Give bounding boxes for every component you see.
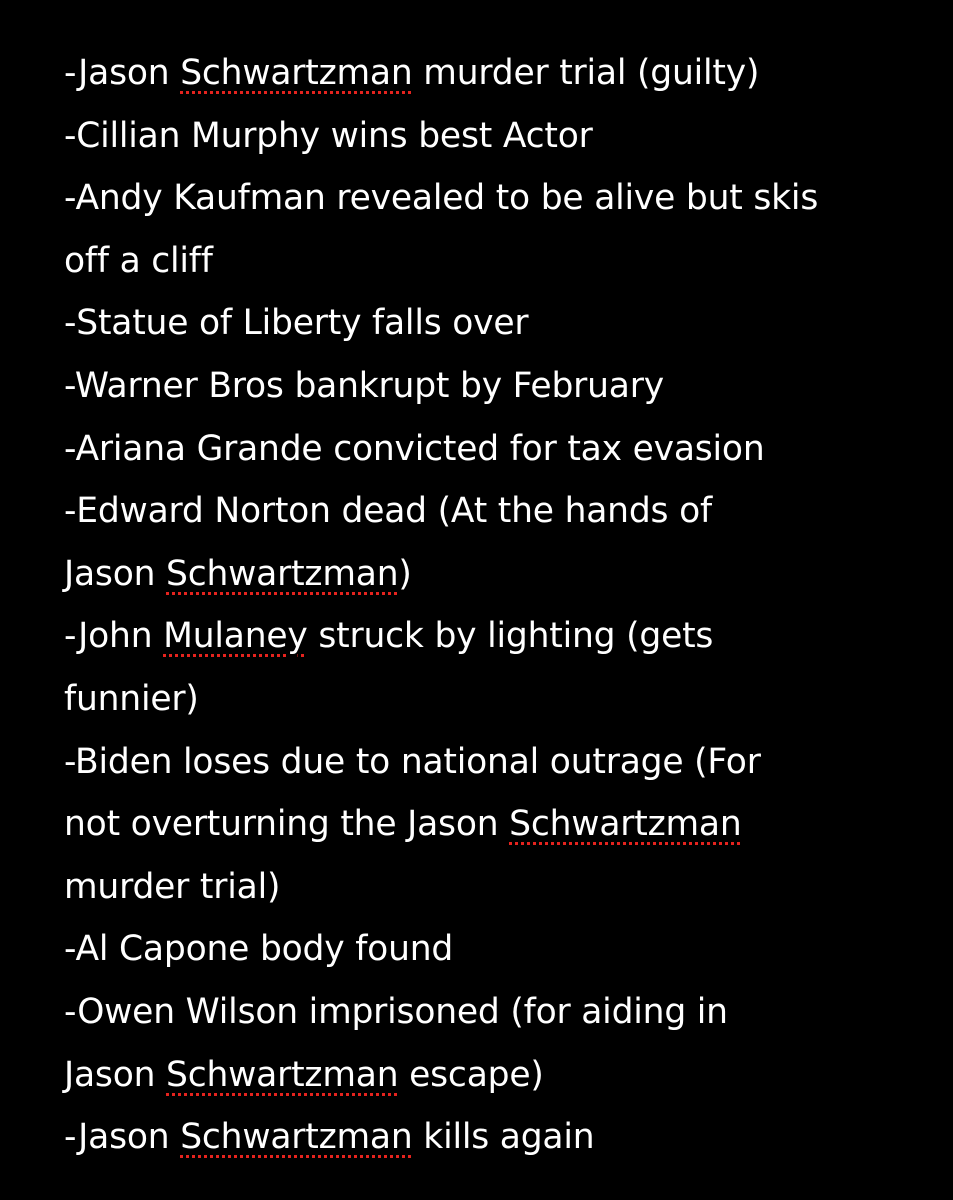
note-line (64, 856, 924, 919)
note-text: -Warner Bros bankrupt by February (64, 365, 664, 406)
note-line (64, 355, 924, 418)
note-text: -Edward Norton dead (At the hands of (64, 491, 712, 532)
note-line (64, 480, 924, 543)
note-line (64, 605, 924, 668)
note-line (64, 167, 924, 230)
note-text: -Biden loses due to national outrage (For (64, 741, 761, 782)
note-text: -Jason (64, 1117, 181, 1158)
misspelled-word[interactable]: Mulaney (163, 616, 308, 657)
note-text: ) (398, 553, 412, 594)
misspelled-word[interactable]: Schwartzman (166, 553, 399, 594)
misspelled-word[interactable]: Schwartzman (509, 804, 742, 845)
note-text: kills again (412, 1117, 595, 1158)
note-line (64, 731, 924, 794)
misspelled-word[interactable]: Schwartzman (166, 1054, 399, 1095)
note-text: murder trial (guilty) (412, 53, 760, 93)
misspelled-word[interactable]: Schwartzman (180, 53, 413, 93)
note-line (64, 793, 924, 856)
note-text: -Statue of Liberty falls over (64, 303, 529, 344)
note-text: -Andy Kaufman revealed to be alive but skis (64, 178, 819, 219)
note-text: -Al Capone body found (64, 929, 454, 970)
note-line (64, 543, 924, 606)
note-line (64, 918, 924, 981)
note-line (64, 418, 924, 481)
note-text: -Owen Wilson imprisoned (for aiding in (64, 991, 728, 1032)
note-text: -John (64, 616, 164, 657)
note-line (64, 292, 924, 355)
note-line (64, 1106, 924, 1169)
note-text: Jason (64, 1054, 167, 1095)
note-line (64, 105, 924, 168)
note-line (64, 981, 924, 1044)
note-text: -Cillian Murphy wins best Actor (64, 115, 593, 156)
misspelled-word[interactable]: Schwartzman (180, 1117, 413, 1158)
note-text-body[interactable] (64, 42, 924, 1169)
note-text: murder trial) (64, 866, 281, 907)
note-line (64, 230, 924, 293)
note-line (64, 668, 924, 731)
note-text: off a cliff (64, 240, 213, 281)
note-text: -Ariana Grande convicted for tax evasion (64, 428, 765, 469)
note-text: not overturning the Jason (64, 804, 510, 845)
note-text: escape) (398, 1054, 544, 1095)
note-line (64, 42, 924, 105)
note-text: -Jason (64, 53, 181, 93)
note-text: struck by lighting (gets (307, 616, 714, 657)
note-text: funnier) (64, 678, 199, 719)
note-line (64, 1044, 924, 1107)
note-text: Jason (64, 553, 167, 594)
